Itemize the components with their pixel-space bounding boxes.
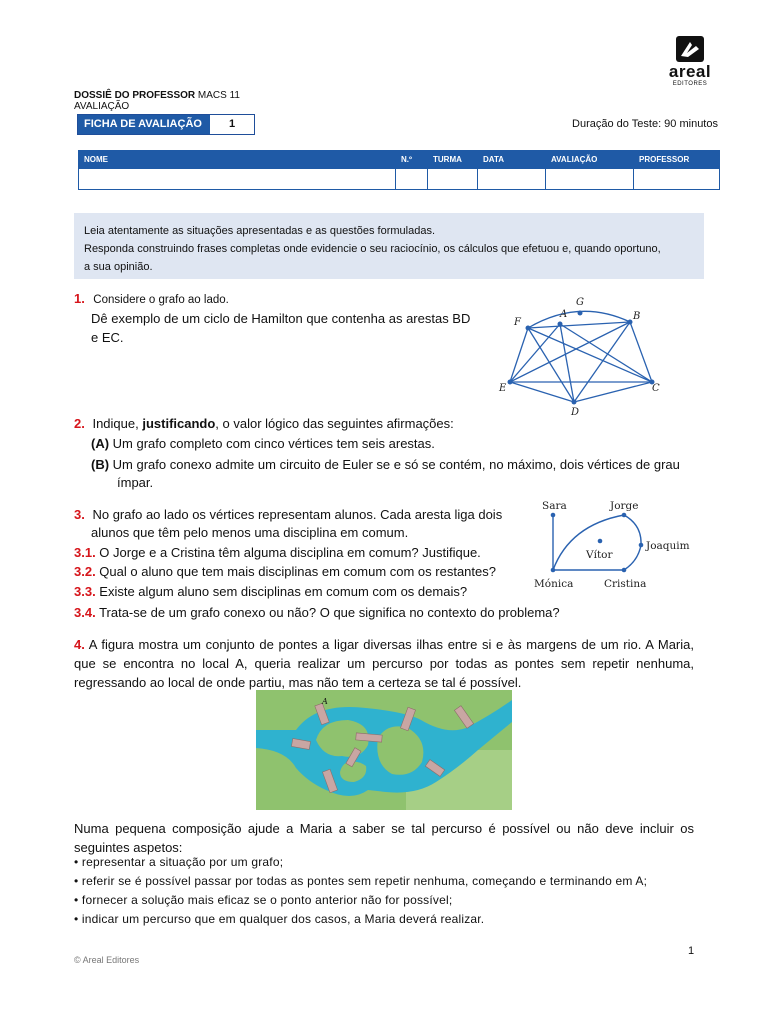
q3-2-number: 3.2.	[74, 564, 96, 579]
q3-line: No grafo ao lado os vértices representam alunos. Cada aresta liga dois	[92, 507, 503, 522]
q2-a	[91, 434, 435, 453]
edge-BC	[630, 322, 652, 382]
q4-bullet-list	[74, 853, 647, 929]
question-3	[74, 505, 502, 524]
q2-a-text: Um grafo completo com cinco vértices tem seis arestas.	[109, 436, 435, 451]
vertex-F	[526, 326, 531, 331]
edge-FC	[528, 328, 652, 382]
q1-text	[91, 309, 470, 347]
col-turma: TURMA	[428, 151, 478, 169]
q2-a-label: (A)	[91, 436, 110, 451]
edge-jorge-joaquim	[624, 515, 641, 545]
q3-3	[74, 582, 467, 601]
point-a-label: A	[322, 697, 328, 706]
q4-line-2: que se encontra no local A, queria realizar um percurso por todas as pontes sem repetir nenhuma,	[74, 656, 694, 671]
vertex-B	[628, 320, 633, 325]
q2-post: , o valor lógico das seguintes afirmações:	[215, 416, 454, 431]
instruction-line: a sua opinião.	[84, 261, 153, 273]
q3-1	[74, 543, 481, 562]
list-item: • representar a situação por um grafo;	[74, 855, 284, 869]
label-C: C	[652, 383, 660, 394]
field-turma[interactable]	[428, 169, 478, 190]
question-2	[74, 414, 454, 433]
col-numero: N.º	[396, 151, 428, 169]
copyright: © Areal Editores	[74, 955, 140, 965]
label-monica: Mónica	[534, 578, 574, 590]
q3-4	[74, 603, 560, 622]
field-nome[interactable]	[79, 169, 396, 190]
label-jorge: Jorge	[610, 500, 639, 512]
question-1	[74, 289, 229, 308]
areal-logo-icon	[676, 36, 704, 62]
label-cristina: Cristina	[604, 578, 647, 590]
field-avaliacao[interactable]	[546, 169, 634, 190]
label-sara: Sara	[542, 500, 567, 512]
field-data[interactable]	[478, 169, 546, 190]
field-professor[interactable]	[634, 169, 720, 190]
vertex-cristina	[622, 568, 627, 573]
vertex-G	[578, 311, 583, 316]
field-numero[interactable]	[396, 169, 428, 190]
q3-4-number: 3.4.	[74, 605, 96, 620]
q4-comp-line-2: seguintes aspetos:	[74, 840, 183, 855]
label-B: B	[633, 311, 641, 322]
vertex-joaquim	[639, 543, 644, 548]
vertex-jorge	[622, 513, 627, 518]
avaliacao-label: AVALIAÇÃO	[74, 101, 130, 112]
q3-3-text: Existe algum aluno sem disciplinas em comum com os demais?	[95, 584, 468, 599]
ficha-box	[77, 114, 255, 135]
q3-number: 3.	[74, 507, 85, 522]
edge-ED	[510, 382, 574, 402]
q3-line-2: alunos que têm pelo menos uma disciplina em comum.	[91, 525, 409, 540]
page-number: 1	[688, 945, 695, 957]
dossie-title: DOSSIÊ DO PROFESSOR	[74, 90, 196, 101]
question-4	[74, 635, 694, 692]
label-G: G	[576, 297, 584, 308]
q1-line: Dê exemplo de um ciclo de Hamilton que contenha as arestas BD	[91, 311, 471, 326]
label-vitor: Vítor	[586, 549, 613, 561]
vertex-A	[558, 322, 563, 327]
label-A: A	[560, 309, 568, 320]
edge-monica-jorge	[553, 515, 624, 570]
q2-b-label: (B)	[91, 457, 110, 472]
col-data: DATA	[478, 151, 546, 169]
label-E: E	[499, 383, 507, 394]
edge-joaquim-cristina	[624, 545, 641, 570]
q3-3-number: 3.3.	[74, 584, 96, 599]
edge-AE	[510, 324, 560, 382]
q4-number: 4.	[74, 637, 85, 652]
q2-b-text: Um grafo conexo admite um circuito de Euler se e só se contém, no máximo, dois vértices de grau	[109, 457, 680, 472]
label-D: D	[571, 407, 580, 418]
col-professor: PROFESSOR	[634, 151, 720, 169]
q3-2-text: Qual o aluno que tem mais disciplinas em comum com os restantes?	[95, 564, 496, 579]
q2-pre: Indique,	[92, 416, 143, 431]
q2-b-cont: ímpar.	[117, 475, 154, 490]
q4-line-1	[74, 635, 694, 654]
logo-sub: EDITORES	[672, 81, 708, 87]
ficha-number: 1	[228, 118, 236, 130]
q2-b	[91, 455, 680, 474]
publisher-logo	[660, 36, 720, 88]
q1-line: e EC.	[91, 330, 124, 345]
edge-AC	[560, 324, 652, 382]
bridges-figure	[256, 690, 512, 810]
vertex-vitor	[598, 539, 603, 544]
instruction-line: Responda construindo frases completas onde evidencie o seu raciocínio, os cálculos que efetuou e, quando oportuno,	[84, 243, 661, 255]
instructions-box	[74, 213, 704, 279]
vertex-monica	[551, 568, 556, 573]
list-item: • referir se é possível passar por todas as pontes sem repetir nenhuma, começando e terminando em A;	[74, 874, 648, 888]
q3-4-text: Trata-se de um grafo conexo ou não? O que significa no contexto do problema?	[95, 605, 560, 620]
q2-bold: justificando	[142, 416, 216, 431]
label-F: F	[514, 317, 521, 328]
vertex-E	[508, 380, 513, 385]
edge-FB-straight	[528, 322, 630, 328]
col-avaliacao: AVALIAÇÃO	[546, 151, 634, 169]
test-duration: Duração do Teste: 90 minutos	[572, 118, 718, 130]
list-item: • fornecer a solução mais eficaz se o ponto anterior não for possível;	[74, 893, 453, 907]
instruction-line: Leia atentamente as situações apresentadas e as questões formuladas.	[84, 225, 436, 237]
hamilton-graph	[494, 294, 668, 424]
dossier-heading	[74, 90, 240, 112]
q2-number: 2.	[74, 416, 85, 431]
student-id-table	[78, 150, 720, 190]
list-item: • indicar um percurso que em qualquer dos casos, a Maria deverá realizar.	[74, 912, 485, 926]
q1-number: 1.	[74, 291, 85, 306]
vertex-D	[572, 400, 577, 405]
label-joaquim: Joaquim	[646, 540, 690, 552]
q1-intro: Considere o grafo ao lado.	[93, 294, 229, 306]
ficha-label: FICHA DE AVALIAÇÃO	[78, 115, 210, 134]
q3-1-number: 3.1.	[74, 545, 96, 560]
col-nome: NOME	[79, 151, 396, 169]
dossie-subject: MACS 11	[195, 90, 240, 101]
q4-line-3: regressando ao local de onde partiu, mas não tem a certeza se tal é possível.	[74, 675, 522, 690]
q4-comp-line-1: Numa pequena composição ajude a Maria a saber se tal percurso é possível ou não deve incluir os	[74, 821, 694, 836]
students-graph	[530, 495, 700, 595]
q4-composition	[74, 819, 694, 857]
q4-text-1: A figura mostra um conjunto de pontes a ligar diversas ilhas entre si e às margens de um rio. A Maria,	[84, 637, 694, 652]
vertex-sara	[551, 513, 556, 518]
logo-brand: areal	[668, 62, 712, 81]
q3-2	[74, 562, 496, 581]
q3-1-text: O Jorge e a Cristina têm alguma disciplina em comum? Justifique.	[95, 545, 481, 560]
